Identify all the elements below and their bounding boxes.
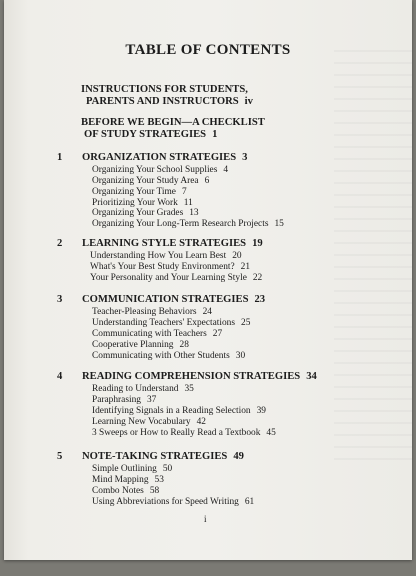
- toc-entry: Cooperative Planning 28: [92, 340, 189, 350]
- toc-entry: Using Abbreviations for Speed Writing 61: [92, 497, 255, 507]
- chapter-heading: COMMUNICATION STRATEGIES 23: [82, 294, 266, 305]
- toc-entry: Simple Outlining 50: [92, 464, 173, 474]
- toc-intro-line: PARENTS AND INSTRUCTORS iv: [86, 96, 253, 107]
- toc-page-number: 23: [254, 294, 266, 305]
- page-folio: i: [204, 514, 207, 524]
- toc-entry: Organizing Your Grades 13: [92, 208, 199, 218]
- toc-entry: Reading to Understand 35: [92, 384, 194, 394]
- toc-entry: Organizing Your Time 7: [92, 187, 187, 197]
- toc-page-number: 49: [233, 451, 244, 462]
- toc-page-number: 34: [306, 371, 317, 382]
- toc-page-number: iv: [244, 96, 253, 107]
- toc-intro-line: BEFORE WE BEGIN—A CHECKLIST: [81, 117, 265, 128]
- toc-entry: Combo Notes 58: [92, 486, 160, 496]
- chapter-number: 2: [57, 238, 63, 249]
- book-page: [4, 0, 412, 560]
- toc-entry: Understanding Teachers' Expectations 25: [92, 318, 251, 328]
- toc-entry: 3 Sweeps or How to Really Read a Textbook 45: [92, 428, 276, 438]
- chapter-heading: NOTE-TAKING STRATEGIES 49: [82, 451, 244, 462]
- chapter-number: 5: [57, 451, 63, 462]
- toc-entry: Understanding How You Learn Best 20: [90, 251, 242, 261]
- chapter-heading: ORGANIZATION STRATEGIES 3: [82, 152, 248, 163]
- toc-intro-line: INSTRUCTIONS FOR STUDENTS,: [81, 84, 248, 95]
- show-through-text: [334, 40, 412, 470]
- toc-entry: What's Your Best Study Environment? 21: [90, 262, 251, 272]
- toc-page-number: 1: [212, 129, 218, 140]
- toc-entry: Prioritizing Your Work 11: [92, 198, 193, 208]
- chapter-number: 1: [57, 152, 63, 163]
- toc-entry: Paraphrasing 37: [92, 395, 157, 405]
- toc-entry: Communicating with Teachers 27: [92, 329, 223, 339]
- chapter-number: 4: [57, 371, 63, 382]
- page-title: TABLE OF CONTENTS: [125, 42, 291, 58]
- chapter-heading: LEARNING STYLE STRATEGIES 19: [82, 238, 263, 249]
- toc-entry: Mind Mapping 53: [92, 475, 164, 485]
- toc-entry: Your Personality and Your Learning Style 22: [90, 273, 263, 283]
- toc-intro-line: OF STUDY STRATEGIES 1: [84, 129, 218, 140]
- toc-page-number: 3: [242, 152, 248, 163]
- chapter-heading: READING COMPREHENSION STRATEGIES 34: [82, 371, 317, 382]
- toc-entry: Organizing Your Study Area 6: [92, 176, 210, 186]
- toc-entry: Teacher-Pleasing Behaviors 24: [92, 307, 212, 317]
- toc-entry: Communicating with Other Students 30: [92, 351, 246, 361]
- toc-entry: Identifying Signals in a Reading Selection 39: [92, 406, 266, 416]
- toc-entry: Organizing Your School Supplies 4: [92, 165, 229, 175]
- toc-entry: Learning New Vocabulary 42: [92, 417, 206, 427]
- chapter-number: 3: [57, 294, 63, 305]
- toc-page-number: 19: [252, 238, 263, 249]
- toc-entry: Organizing Your Long-Term Research Projects 15: [92, 219, 284, 229]
